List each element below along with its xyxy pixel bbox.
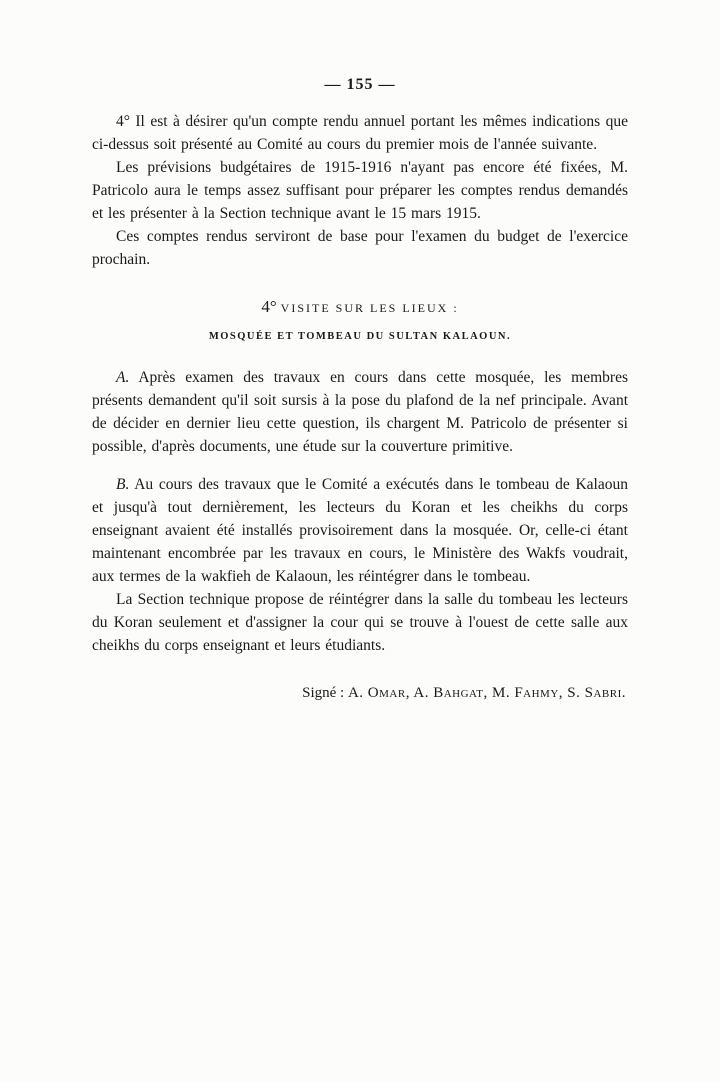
paragraph-a [92, 366, 628, 458]
paragraph-b-lead: B. [116, 476, 130, 493]
signature-line [92, 685, 628, 702]
section-heading [92, 297, 628, 317]
paragraph-a-text: Après examen des travaux en cours dans cette mosquée, les membres présents demandent qu'il soit sursis à la pose du plafond de la nef principale. Avant de décider en dernier lieu cette question, ils chargent M. Patricolo de présenter si possible, d'après documents, une étude sur la couverture primitive. [92, 369, 628, 455]
paragraph-b [92, 473, 628, 588]
paragraph-section-proposal: La Section technique propose de réintégrer dans la salle du tombeau les lecteurs du Koran seulement et d'assigner la cour qui se trouve à l'ouest de cette salle aux cheikhs du corps enseignant et leurs étudiants. [92, 591, 628, 654]
signature-names: A. Omar, A. Bahgat, M. Fahmy, S. Sabri. [347, 685, 626, 701]
paragraph-a-lead: A. [116, 369, 130, 386]
section-heading-number: 4° [261, 297, 277, 316]
paragraph-budget-basis: Ces comptes rendus serviront de base pour l'examen du budget de l'exercice prochain. [92, 228, 628, 268]
document-page [92, 0, 628, 702]
page-number: — 155 — [324, 76, 396, 93]
section-subheading: MOSQUÉE ET TOMBEAU DU SULTAN KALAOUN. [208, 331, 512, 342]
paragraph-budget-forecast: Les prévisions budgétaires de 1915-1916 n'ayant pas encore été fixées, M. Patricolo aura le temps assez suffisant pour préparer les comptes rendus demandés et les présenter à la Section technique avant le 15 mars 1915. [92, 159, 628, 222]
signature-label: Signé : [302, 685, 345, 701]
section-heading-text: VISITE SUR LES LIEUX : [280, 301, 459, 315]
paragraph-b-text: Au cours des travaux que le Comité a exécutés dans le tombeau de Kalaoun et jusqu'à tout dernièrement, les lecteurs du Koran et les cheikhs du corps enseignant avaient été installés provisoirement dans la mosquée. Or, celle-ci étant maintenant encombrée par les travaux en cours, le Ministère des Wakfs voudrait, aux termes de la wakfieh de Kalaoun, les réintégrer dans le tombeau. [92, 476, 628, 585]
paragraph-annual-report: 4° Il est à désirer qu'un compte rendu annuel portant les mêmes indications que ci-dessus soit présenté au Comité au cours du premier mois de l'année suivante. [92, 113, 628, 153]
